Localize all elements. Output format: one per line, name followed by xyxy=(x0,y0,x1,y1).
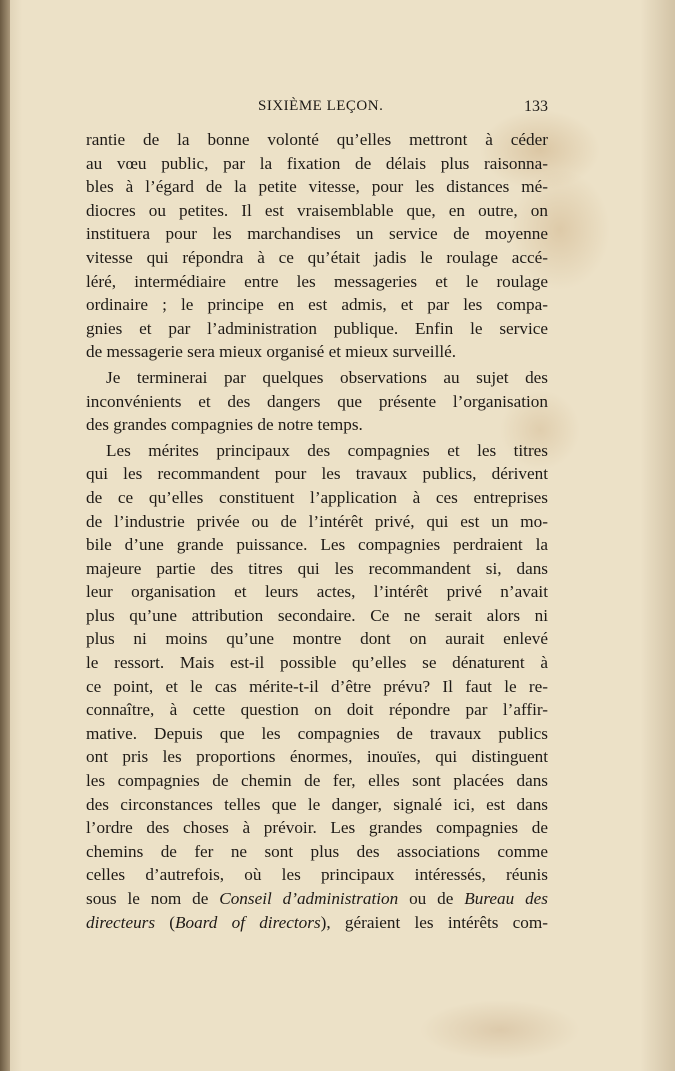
text-line: chemins de fer ne sont plus des associations comme xyxy=(86,841,548,861)
text-line: mative. Depuis que les compagnies de travaux publics xyxy=(86,723,548,743)
text-line: léré, intermédiaire entre les messageries et le roulage xyxy=(86,271,548,291)
book-spine-shadow xyxy=(0,0,10,1071)
text-line: au vœu public, par la fixation de délais plus raisonna- xyxy=(86,153,548,173)
text-line: celles d’autrefois, où les principaux intéressés, réunis xyxy=(86,865,548,885)
text-line: diocres ou petites. Il est vraisemblable que, en outre, on xyxy=(86,200,548,220)
text-run: ), géraient les intérêts com- xyxy=(320,912,548,932)
text-run: ( xyxy=(155,912,176,932)
body-text xyxy=(86,128,548,934)
text-line: gnies et par l’administration publique. Enfin le service xyxy=(86,318,548,338)
text-line: leur organisation et leurs actes, l’intérêt privé n’avait xyxy=(86,582,548,602)
text-run: sous le nom de xyxy=(86,889,220,908)
italic-term: Bureau des xyxy=(464,889,548,908)
text-line: de messagerie sera mieux organisé et mieux surveillé. xyxy=(86,342,457,362)
text-line-with-italics xyxy=(86,911,548,935)
running-head: SIXIÈME LEÇON. xyxy=(258,98,384,114)
text-line: de l’industrie privée ou de l’intérêt privé, qui est un mo- xyxy=(86,511,548,531)
italic-term: Board of directors xyxy=(175,912,321,932)
text-line: des grandes compagnies de notre temps. xyxy=(86,415,363,435)
text-line: Les mérites principaux des compagnies et les titres xyxy=(106,440,548,460)
text-line: bile d’une grande puissance. Les compagnies perdraient la xyxy=(86,535,548,555)
text-line: ordinaire ; le principe en est admis, et par les compa- xyxy=(86,295,548,315)
text-line: plus ni moins qu’une montre dont on aurait enlevé xyxy=(86,629,548,649)
text-line: bles à l’égard de la petite vitesse, pour les distances mé- xyxy=(86,177,548,197)
text-run: ou de xyxy=(398,889,465,908)
text-line: les compagnies de chemin de fer, elles sont placées dans xyxy=(86,771,548,791)
text-line: des circonstances telles que le danger, signalé ici, est dans xyxy=(86,794,548,814)
paragraph-3 xyxy=(86,439,548,934)
italic-term: Conseil d’administration xyxy=(219,889,399,908)
text-line: ce point, et le cas mérite-t-il d’être prévu? Il faut le re- xyxy=(86,676,548,696)
page-header xyxy=(86,98,548,120)
text-line: le ressort. Mais est-il possible qu’elles se dénaturent à xyxy=(86,653,548,673)
text-line: de ce qu’elles constituent l’application à ces entreprises xyxy=(86,487,548,507)
text-line: plus qu’une attribution secondaire. Ce ne serait alors ni xyxy=(86,605,548,625)
text-line: ont pris les proportions énormes, inouïes, qui distinguent xyxy=(86,747,548,767)
text-line-with-italics xyxy=(86,887,548,911)
text-line: instituera pour les marchandises un service de moyenne xyxy=(86,224,548,244)
text-line: vitesse qui répondra à ce qu’était jadis le roulage accé- xyxy=(86,247,548,267)
page-number: 133 xyxy=(524,98,548,115)
text-line: Je terminerai par quelques observations au sujet des xyxy=(106,367,548,387)
text-line: rantie de la bonne volonté qu’elles mettront à céder xyxy=(86,130,548,149)
text-line: qui les recommandent pour les travaux publics, dérivent xyxy=(86,464,548,484)
text-line: inconvénients et des dangers que présente l’organisation xyxy=(86,391,548,411)
italic-term: directeurs xyxy=(86,912,156,932)
text-line: majeure partie des titres qui les recommandent si, dans xyxy=(86,558,548,578)
text-line: l’ordre des choses à prévoir. Les grandes compagnies de xyxy=(86,818,548,838)
paragraph-2 xyxy=(86,366,548,437)
text-line: connaître, à cette question on doit répondre par l’affir- xyxy=(86,700,548,720)
paragraph-1 xyxy=(86,128,548,364)
